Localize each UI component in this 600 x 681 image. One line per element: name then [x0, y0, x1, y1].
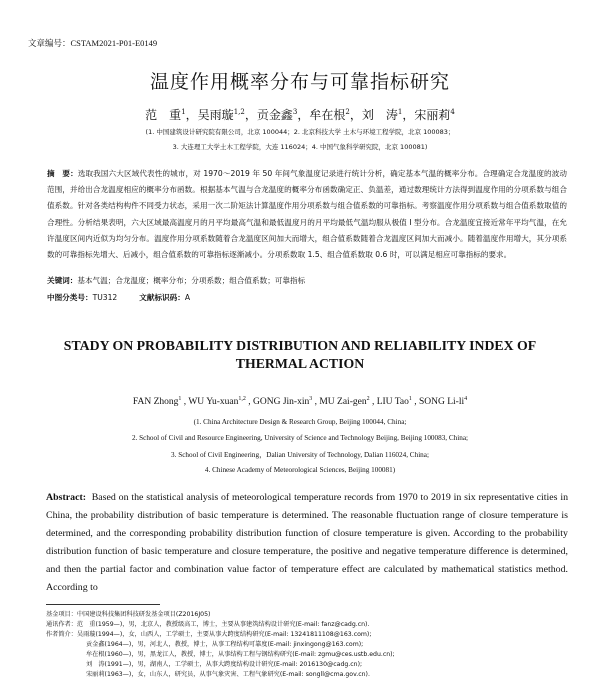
chinese-classification: [47, 292, 190, 303]
cn-author-sup: 4: [450, 108, 455, 116]
chinese-abstract-text: 选取我国六大区域代表性的城市，对 1970～2019 年 50 年间气象温度记录进行统计分析，确定基本气温的概率分布。合理确定合龙温度的波动范围，并给出合龙温度相应的概率分布函数。根据基本气温与合龙温度的概率分布函数确定正、负温差，通过数理统计方法得到温度作用的分项系数与组合值系数。针对各类结构构件不同受力状态，采用一次二阶矩法计算温度作用分项系数与组合值系数的可靠指标。考察温度作用分项系数与组合值系数取值的合理性。分析结果表明，六大区域最高温度月的月平均最高气温和最低温度月的月平均最低气温均服从极值 I 型分布。合龙温度宜接近常年平均气温，在允许温度区间内近似为均匀分布。温度作用分项系数随着合龙温度区间加大而增大，组合值系数随着合龙温度区间加大而减小。随着温度作用增大，其分项系数的可靠指标先增大、后减小，组合值系数的可靠指标逐渐减小。分项系数取 1.5、组合值系数取 0.6 时，可以满足相应可靠指标的要求。: [47, 169, 567, 260]
en-author-name: FAN Zhong: [132, 397, 179, 408]
classification-label: 中图分类号：: [47, 293, 93, 302]
cn-author-sup: 3: [292, 108, 298, 116]
english-affiliation-line: (1. China Architecture Design & Research Group, Beijing 100044, China;: [193, 418, 407, 426]
english-title-line: THERMAL ACTION: [235, 356, 365, 371]
en-author-name: SONG Li-li: [418, 397, 465, 408]
cn-author-sup: 1,2: [233, 108, 245, 116]
en-author-sup: 2: [366, 396, 370, 402]
document-number: 文章编号：CSTAM2021-P01-E0149: [28, 38, 158, 48]
cn-author-name: 吴雨璇: [197, 108, 234, 122]
chinese-keywords-label: 关键词：: [47, 276, 78, 285]
english-abstract-text: Based on the statistical analysis of meteorological temperature records from 1970 to 2019 in six representative cities in China, the probability distribution of basic temperature is determined. The reasonable fluctuation range of closure temperature is determined, and the corresponding probability distribution function of closure temperature is given. According to the probability distribution function of basic temperature and closure temperature, the positive and negative temperature difference is determined, and then the partial factor and combination value factor of temperature effect are calculated by mathematical statistics method. According to: [46, 492, 569, 593]
english-affiliation-line: 2. School of Civil and Resource Engineering, University of Science and Technology Beijing, Beijing 100083, China;: [131, 434, 469, 442]
english-title-line: STADY ON PROBABILITY DISTRIBUTION AND RELIABILITY INDEX OF: [63, 338, 537, 353]
footnote-line: 宋丽莉(1963—)，女，山东人，研究员，从事气象灾害、工程气象研究(E-mail: songll@cma.gov.cn).: [86, 671, 370, 678]
footnote-line: 牟在根(1960—)，男，黑龙江人，教授，博士，从事结构工程与钢结构研究(E-mail: zgmu@ces.ustb.edu.cn);: [86, 651, 395, 658]
cn-author-name: 刘 涛: [361, 108, 398, 122]
chinese-affiliation-line: (1. 中国建筑设计研究院有限公司，北京 100044；2. 北京科技大学 土木与环境工程学院，北京 100083；: [145, 128, 455, 136]
chinese-title: 温度作用概率分布与可靠指标研究: [149, 71, 450, 93]
en-author-sup: 1,2: [238, 396, 246, 402]
english-authors: FAN Zhong$^1$ , WU Yu-xuan$^{1,2}$ , GONG Jin-xin$^3$ , MU Zai-gen$^2$ , LIU Tao$^1$ , SONG $Li-li^4$: [132, 396, 468, 408]
en-author-name: WU Yu-xuan: [188, 397, 239, 408]
chinese-keywords: [47, 275, 567, 286]
footnote-line: 贡金鑫(1964—)，男，河北人，教授，博士，从事工程结构可靠度(E-mail: jinxingong@163.com);: [86, 641, 364, 648]
chinese-keywords-text: 基本气温；合龙温度；概率分布；分项系数；组合值系数；可靠指标: [77, 276, 306, 285]
cn-author-name: 宋丽莉: [414, 108, 451, 122]
chinese-abstract: [47, 166, 567, 263]
footnote-line: 基金项目：中国建设科技集团科技研发基金项目(Z2016J05): [46, 611, 211, 618]
english-title: [20, 337, 580, 373]
chinese-authors: 范 重$^1$，吴雨璇$^{1,2}$，贡金鑫$^3$，牟在根$^2$，刘 涛$^1$，宋丽莉$^4$: [145, 108, 455, 122]
cn-author-name: 范 重: [145, 108, 182, 122]
cn-author-sup: 1: [397, 108, 403, 116]
english-abstract: [46, 489, 568, 597]
cn-author-sup: 2: [345, 108, 350, 116]
english-affiliation-line: 4. Chinese Academy of Meteorological Sciences, Beijing 100081): [204, 466, 396, 474]
cn-author-name: 牟在根: [309, 108, 346, 122]
document-code-label: 文献标识码：: [139, 293, 185, 302]
en-author-name: MU Zai-gen: [319, 397, 367, 408]
cn-author-name: 贡金鑫: [256, 108, 293, 122]
en-author-name: LIU Tao: [376, 397, 409, 408]
footnote-line: 刘 涛(1991—)，男，湖南人，工学硕士，从事大跨度结构设计研究(E-mail: 2016130@cadg.cn);: [86, 661, 363, 668]
en-author-sup: 3: [309, 396, 313, 402]
footnote-line: 作者简介：吴雨璇(1994—)，女，山西人，工学硕士，主要从事大跨度结构研究(E-mail: 13241811108@163.com);: [46, 631, 372, 638]
en-author-name: GONG Jin-xin: [253, 397, 310, 408]
cn-author-sup: 1: [181, 108, 186, 116]
document-code-value: A: [184, 293, 191, 302]
chinese-affiliation-line: 3. 大连理工大学土木工程学院，大连 116024；4. 中国气象科学研究院，北京 100081): [172, 143, 428, 151]
footnote-divider: [46, 604, 160, 605]
footnote-line: 通讯作者：范 重(1959—)，男，北京人，教授级高工，博士，主要从事建筑结构设计研究(E-mail: fanz@cadg.cn).: [46, 621, 370, 628]
classification-value: TU312: [92, 293, 118, 302]
en-author-sup: 4: [464, 396, 468, 402]
english-abstract-label: Abstract:: [46, 492, 87, 503]
en-author-sup: 1: [178, 396, 182, 402]
chinese-abstract-label: 摘 要：: [47, 169, 78, 178]
english-affiliation-line: 3. School of Civil Engineering，Dalian University of Technology, Dalian 116024, China;: [171, 451, 429, 459]
en-author-sup: 1: [408, 396, 412, 402]
